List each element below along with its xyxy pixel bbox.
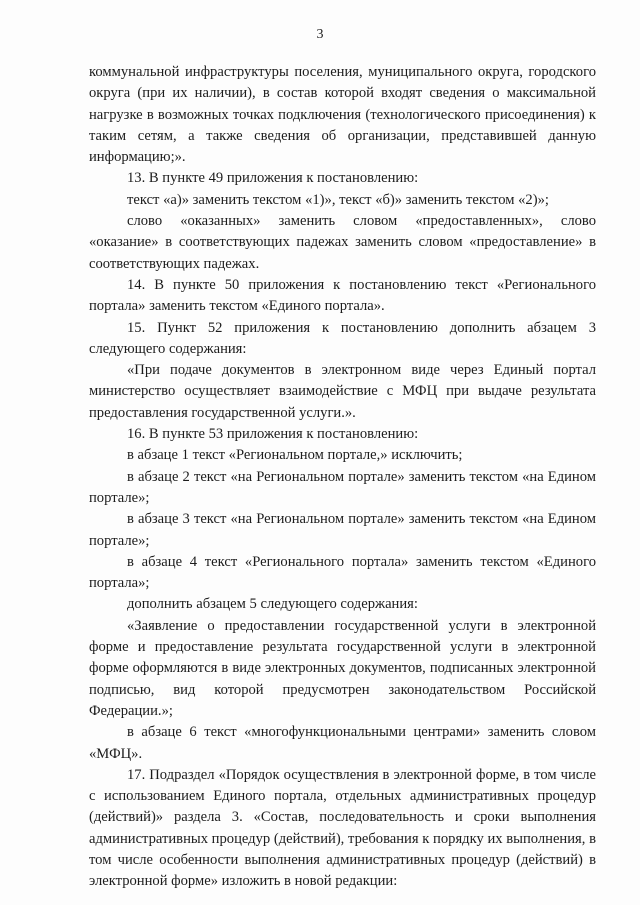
paragraph: 16. В пункте 53 приложения к постановлению: [127, 426, 419, 443]
paragraph: слово «оказанных» заменить словом «предоставленных», слово «оказание» в соответствующих падежах заменить словом «предоставление» в соответствующих падежах. [89, 213, 596, 272]
paragraph: текст «а)» заменить текстом «1)», текст «б)» заменить текстом «2)»; [127, 191, 549, 208]
paragraph: 13. В пункте 49 приложения к постановлению: [127, 170, 419, 187]
paragraph: в абзаце 2 текст «на Региональном портале» заменить текстом «на Едином портале»; [89, 468, 596, 506]
paragraph: «При подаче документов в электронном виде через Единый портал министерство осуществляет взаимодействие с МФЦ при выдаче результата предоставления государственной услуги.». [89, 362, 596, 421]
paragraph: в абзаце 6 текст «многофункциональными центрами» заменить словом «МФЦ». [89, 724, 596, 762]
paragraph: 17. Подраздел «Порядок осуществления в электронной форме, в том числе с использованием Единого портала, отдельных административных процедур (действий)» раздела 3. «Состав, последовательность и сроки выполнения административных процедур (действий), требования к порядку их выполнения, в том числе особенности выполнения административных процедур (действий) в электронной форме» изложить в новой редакции: [89, 766, 596, 890]
paragraph: дополнить абзацем 5 следующего содержания: [127, 596, 418, 613]
paragraph: в абзаце 1 текст «Региональном портале,» исключить; [127, 447, 463, 464]
paragraph: коммунальной инфраструктуры поселения, муниципального округа, городского округа (при их наличии), в состав которой входят сведения о максимальной нагрузке в возможных точках подключения (технологического присоединения) к таким сетям, а также сведения об организации, представившей данную информацию;». [89, 64, 596, 166]
paragraph: в абзаце 3 текст «на Региональном портале» заменить текстом «на Едином портале»; [89, 511, 596, 549]
page-number: 3 [316, 27, 324, 42]
paragraph: «Заявление о предоставлении государственной услуги в электронной форме и предоставление результата государственной услуги в электронной форме оформляются в виде электронных документов, подписанных электронной подписью, вид которой предусмотрен законодательством Российской Федерации.»; [89, 617, 596, 719]
document-body [89, 62, 596, 893]
paragraph: 15. Пункт 52 приложения к постановлению дополнить абзацем 3 следующего содержания: [89, 319, 596, 357]
paragraph: в абзаце 4 текст «Регионального портала» заменить текстом «Единого портала»; [89, 553, 596, 592]
paragraph: 14. В пункте 50 приложения к постановлению текст «Регионального портала» заменить текстом «Единого портала». [89, 276, 596, 315]
